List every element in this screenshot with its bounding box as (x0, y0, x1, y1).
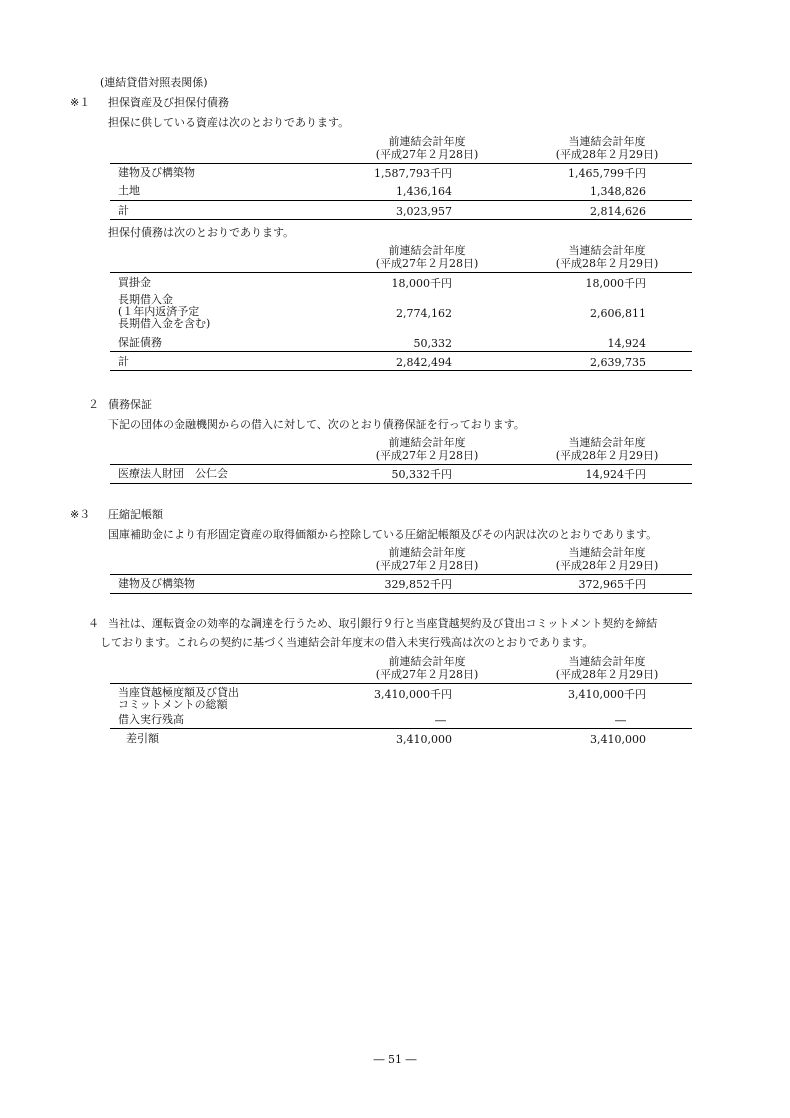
prev-value: 50,332 (413, 337, 452, 350)
prev-year-label: 前連結会計年度 (388, 655, 466, 668)
prev-value: 2,774,162 (396, 307, 452, 320)
prev-year-header (337, 135, 517, 161)
curr-value: 1,348,826 (590, 185, 646, 198)
curr-year-header (517, 436, 697, 462)
curr-value: ― (615, 714, 626, 727)
prev-year-header (337, 244, 517, 270)
curr-year-label: 当連結会計年度 (568, 546, 646, 559)
commitment-table (110, 653, 692, 747)
table-row (110, 273, 692, 291)
prev-value: 50,332千円 (391, 468, 452, 481)
table-row (110, 164, 692, 182)
curr-year-label: 当連結会計年度 (568, 655, 646, 668)
row-label-line: 長期借入金 (118, 293, 173, 306)
note1-title: 担保資産及び担保付債務 (108, 96, 229, 109)
section-title: (連結貸借対照表関係) (100, 76, 208, 89)
curr-year-label: 当連結会計年度 (568, 436, 646, 449)
guarantee-table (110, 434, 692, 484)
curr-value: 2,814,626 (590, 205, 646, 218)
table-row (110, 335, 692, 351)
row-label-line: 当座貸越極度額及び貸出 (118, 686, 239, 699)
table-row (110, 714, 692, 728)
prev-year-date: (平成27年２月28日) (375, 668, 479, 681)
note1-debts-intro: 担保付債務は次のとおりであります。 (108, 226, 295, 239)
curr-year-date: (平成28年２月29日) (555, 668, 659, 681)
prev-year-label: 前連結会計年度 (388, 546, 466, 559)
note2-mark: ２ (88, 398, 99, 411)
prev-value: 3,023,957 (396, 205, 452, 218)
note1-mark: ※１ (70, 96, 91, 109)
debts-table (110, 242, 692, 371)
total-row (110, 200, 692, 220)
row-label: 建物及び構築物 (118, 166, 195, 179)
compression-table (110, 544, 692, 594)
curr-value: 14,924千円 (585, 468, 646, 481)
curr-value: 1,465,799千円 (568, 167, 646, 180)
prev-value: 3,410,000 (396, 733, 452, 746)
row-label-line: (１年内返済予定 (118, 305, 200, 318)
note3-mark: ※３ (70, 508, 91, 521)
row-label-line: 長期借入金を含む) (118, 317, 211, 330)
curr-year-label: 当連結会計年度 (568, 135, 646, 148)
note3-title: 圧縮記帳額 (108, 508, 163, 521)
curr-value: 3,410,000 (590, 733, 646, 746)
row-label: 医療法人財団 公仁会 (118, 467, 228, 480)
row-label: 計 (118, 355, 129, 368)
page-number: ― 51 ― (373, 1053, 417, 1066)
prev-value: ― (435, 714, 446, 727)
curr-value: 2,639,735 (590, 356, 646, 369)
curr-value: 2,606,811 (590, 307, 646, 320)
row-label: 買掛金 (118, 276, 151, 289)
prev-year-label: 前連結会計年度 (388, 436, 466, 449)
note4-text-line2: しております。これらの契約に基づく当連結会計年度末の借入未実行残高は次のとおりであります。 (100, 636, 594, 649)
curr-year-date: (平成28年２月29日) (555, 148, 659, 161)
prev-year-label: 前連結会計年度 (388, 135, 466, 148)
prev-year-date: (平成27年２月28日) (375, 449, 479, 462)
table-row (110, 684, 692, 714)
curr-value: 3,410,000千円 (568, 688, 646, 701)
curr-value: 372,965千円 (578, 578, 646, 591)
table-row (110, 465, 692, 484)
prev-year-header (337, 546, 517, 572)
table-row (110, 182, 692, 200)
row-label-multiline (118, 687, 239, 711)
curr-year-header (517, 244, 697, 270)
prev-year-date: (平成27年２月28日) (375, 148, 479, 161)
row-label: 差引額 (126, 732, 159, 745)
table-row (110, 291, 692, 335)
row-label: 建物及び構築物 (118, 577, 195, 590)
prev-year-label: 前連結会計年度 (388, 244, 466, 257)
curr-year-header (517, 655, 697, 681)
note4-text-line1: 当社は、運転資金の効率的な調達を行うため、取引銀行９行と当座貸越契約及び貸出コミットメント契約を締結 (108, 617, 658, 630)
note4-mark: ４ (88, 617, 99, 630)
total-row (110, 351, 692, 371)
curr-value: 18,000千円 (585, 277, 646, 290)
prev-value: 3,410,000千円 (374, 688, 452, 701)
note3-intro: 国庫補助金により有形固定資産の取得価額から控除している圧縮記帳額及びその内訳は次のとおりであります。 (108, 528, 658, 541)
row-label: 土地 (118, 184, 140, 197)
prev-value: 329,852千円 (384, 578, 452, 591)
row-label: 計 (118, 204, 129, 217)
prev-year-date: (平成27年２月28日) (375, 257, 479, 270)
guarantee-table-header (110, 434, 692, 465)
note2-title: 債務保証 (108, 398, 152, 411)
row-label: 借入実行残高 (118, 713, 184, 726)
total-row (110, 728, 692, 747)
prev-year-header (337, 436, 517, 462)
curr-year-header (517, 546, 697, 572)
row-label: 保証債務 (118, 336, 162, 349)
prev-year-header (337, 655, 517, 681)
row-label-multiline (118, 294, 210, 330)
prev-value: 18,000千円 (391, 277, 452, 290)
row-label-line: コミットメントの総額 (118, 698, 228, 711)
debts-table-header (110, 242, 692, 273)
prev-value: 2,842,494 (396, 356, 452, 369)
note1-assets-intro: 担保に供している資産は次のとおりであります。 (108, 116, 350, 129)
commitment-table-header (110, 653, 692, 684)
curr-year-date: (平成28年２月29日) (555, 449, 659, 462)
prev-value: 1,587,793千円 (374, 167, 452, 180)
curr-year-date: (平成28年２月29日) (555, 257, 659, 270)
curr-value: 14,924 (607, 337, 646, 350)
note2-intro: 下記の団体の金融機関からの借入に対して、次のとおり債務保証を行っております。 (108, 418, 525, 431)
assets-table (110, 133, 692, 220)
prev-value: 1,436,164 (396, 185, 452, 198)
curr-year-label: 当連結会計年度 (568, 244, 646, 257)
table-row (110, 575, 692, 594)
prev-year-date: (平成27年２月28日) (375, 559, 479, 572)
curr-year-header (517, 135, 697, 161)
assets-table-header (110, 133, 692, 164)
curr-year-date: (平成28年２月29日) (555, 559, 659, 572)
compression-table-header (110, 544, 692, 575)
